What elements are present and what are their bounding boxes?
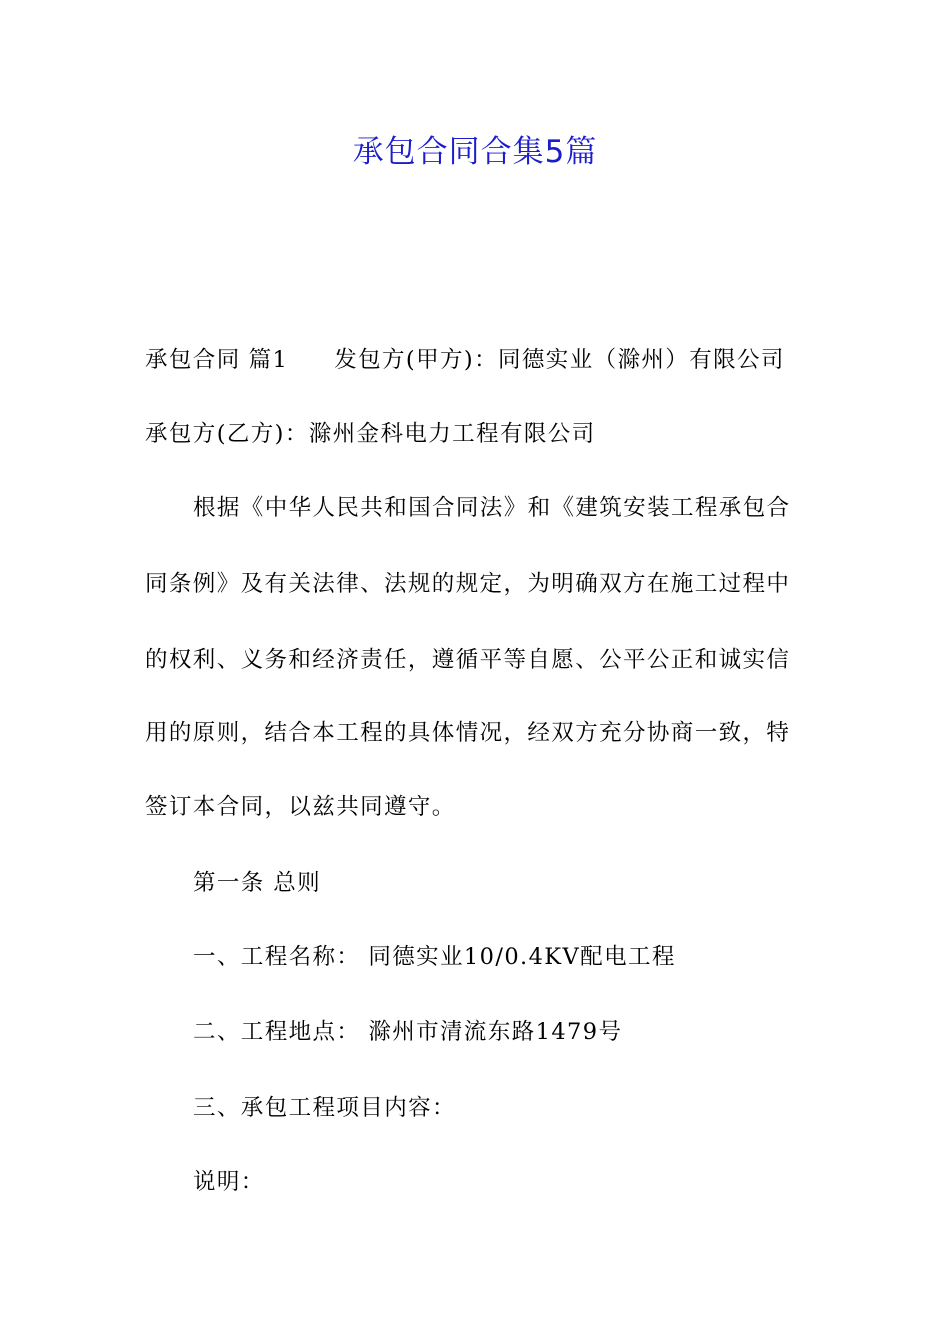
party-b: 承包方(乙方)：滁州金科电力工程有限公司	[145, 421, 596, 447]
item-label: 一、工程名称：	[193, 944, 361, 970]
document-title: 承包合同合集5篇	[352, 134, 598, 170]
paragraph-line-3: 的权利、义务和经济责任，遵循平等自愿、公平公正和诚实信	[145, 647, 791, 673]
paragraph-line-2: 同条例》及有关法律、法规的规定，为明确双方在施工过程中	[145, 571, 791, 597]
item-label: 二、工程地点：	[193, 1019, 361, 1045]
paragraph-line-4: 用的原则，结合本工程的具体情况，经双方充分协商一致，特	[145, 720, 791, 746]
item-value: 滁州市清流东路1479号	[368, 1019, 623, 1045]
item-project-name	[193, 941, 676, 973]
party-a: 发包方(甲方)：同德实业（滁州）有限公司	[334, 347, 785, 373]
item-project-content: 三、承包工程项目内容：	[193, 1095, 456, 1121]
paragraph-line-1: 根据《中华人民共和国合同法》和《建筑安装工程承包合	[193, 495, 791, 521]
heading-line	[145, 344, 785, 376]
paragraph-line-5: 签订本合同，以兹共同遵守。	[145, 794, 456, 820]
heading-number: 篇1	[248, 347, 289, 373]
note-label: 说明：	[193, 1169, 265, 1195]
heading-label: 承包合同	[145, 347, 241, 373]
article-title: 第一条 总则	[193, 870, 322, 896]
item-value: 同德实业10/0.4KV配电工程	[368, 944, 676, 970]
item-project-location	[193, 1016, 622, 1048]
